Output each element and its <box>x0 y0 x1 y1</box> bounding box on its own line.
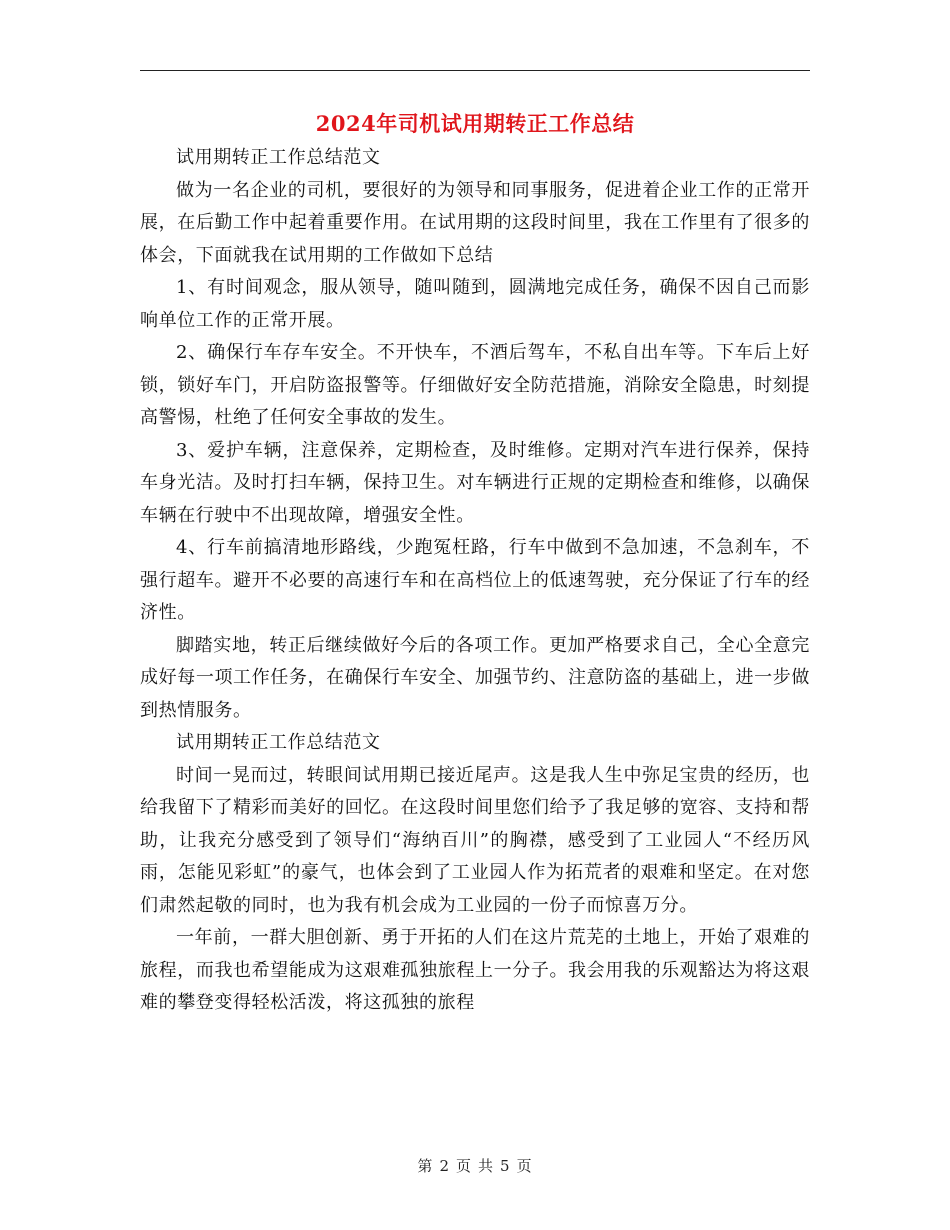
section-heading: 试用期转正工作总结范文 <box>176 147 381 168</box>
list-item-paragraph: 1、有时间观念，服从领导，随叫随到，圆满地完成任务，确保不因自己而影响单位工作的正常开展。 <box>140 277 810 331</box>
body-paragraph: 脚踏实地，转正后继续做好今后的各项工作。更加严格要求自己，全心全意完成好每一项工作任务，在确保行车安全、加强节约、注意防盗的基础上，进一步做到热情服务。 <box>140 634 810 721</box>
section-heading: 试用期转正工作总结范文 <box>176 732 381 753</box>
list-item-paragraph: 4、行车前搞清地形路线，少跑冤枉路，行车中做到不急加速，不急刹车，不强行超车。避开不必要的高速行车和在高档位上的低速驾驶，充分保证了行车的经济性。 <box>140 537 810 623</box>
footer-page-suffix: 页 <box>516 1157 533 1175</box>
footer-total-prefix: 共 <box>478 1157 495 1175</box>
footer-page-mid: 页 <box>455 1157 472 1175</box>
body-paragraph: 一年前，一群大胆创新、勇于开拓的人们在这片荒芜的土地上，开始了艰难的旅程，而我也希望能成为这艰难孤独旅程上一分子。我会用我的乐观豁达为将这艰难的攀登变得轻松活泼，将这孤独的旅程 <box>140 927 810 1013</box>
body-paragraph: 做为一名企业的司机，要很好的为领导和同事服务，促进着企业工作的正常开展，在后勤工作中起着重要作用。在试用期的这段时间里，我在工作里有了很多的体会，下面就我在试用期的工作做如下总结 <box>140 179 810 266</box>
footer-page-current: 2 <box>439 1157 450 1175</box>
footer-page-prefix: 第 <box>417 1157 434 1175</box>
list-item-paragraph: 2、确保行车存车安全。不开快车，不酒后驾车，不私自出车等。下车后上好锁，锁好车门，开启防盗报警等。仔细做好安全防范措施，消除安全隐患，时刻提高警惕，杜绝了任何安全事故的发生。 <box>140 342 810 428</box>
list-item-paragraph: 3、爱护车辆，注意保养，定期检查，及时维修。定期对汽车进行保养，保持车身光洁。及时打扫车辆，保持卫生。对车辆进行正规的定期检查和维修，以确保车辆在行驶中不出现故障，增强安全性。 <box>140 439 810 526</box>
body-paragraph: 时间一晃而过，转眼间试用期已接近尾声。这是我人生中弥足宝贵的经历，也给我留下了精彩而美好的回忆。在这段时间里您们给予了我足够的宽容、支持和帮助，让我充分感受到了领导们“海纳百川”的胸襟，感受到了工业园人“不经历风雨，怎能见彩虹”的豪气，也体会到了工业园人作为拓荒者的艰难和坚定。在对您们肃然起敬的同时，也为我有机会成为工业园的一份子而惊喜万分。 <box>140 764 810 916</box>
header-rule <box>140 70 810 71</box>
document-body <box>140 142 810 1020</box>
document-title: 2024年司机试用期转正工作总结 <box>315 111 635 136</box>
footer-page-total: 5 <box>500 1157 511 1175</box>
page-number-footer <box>0 1155 950 1176</box>
